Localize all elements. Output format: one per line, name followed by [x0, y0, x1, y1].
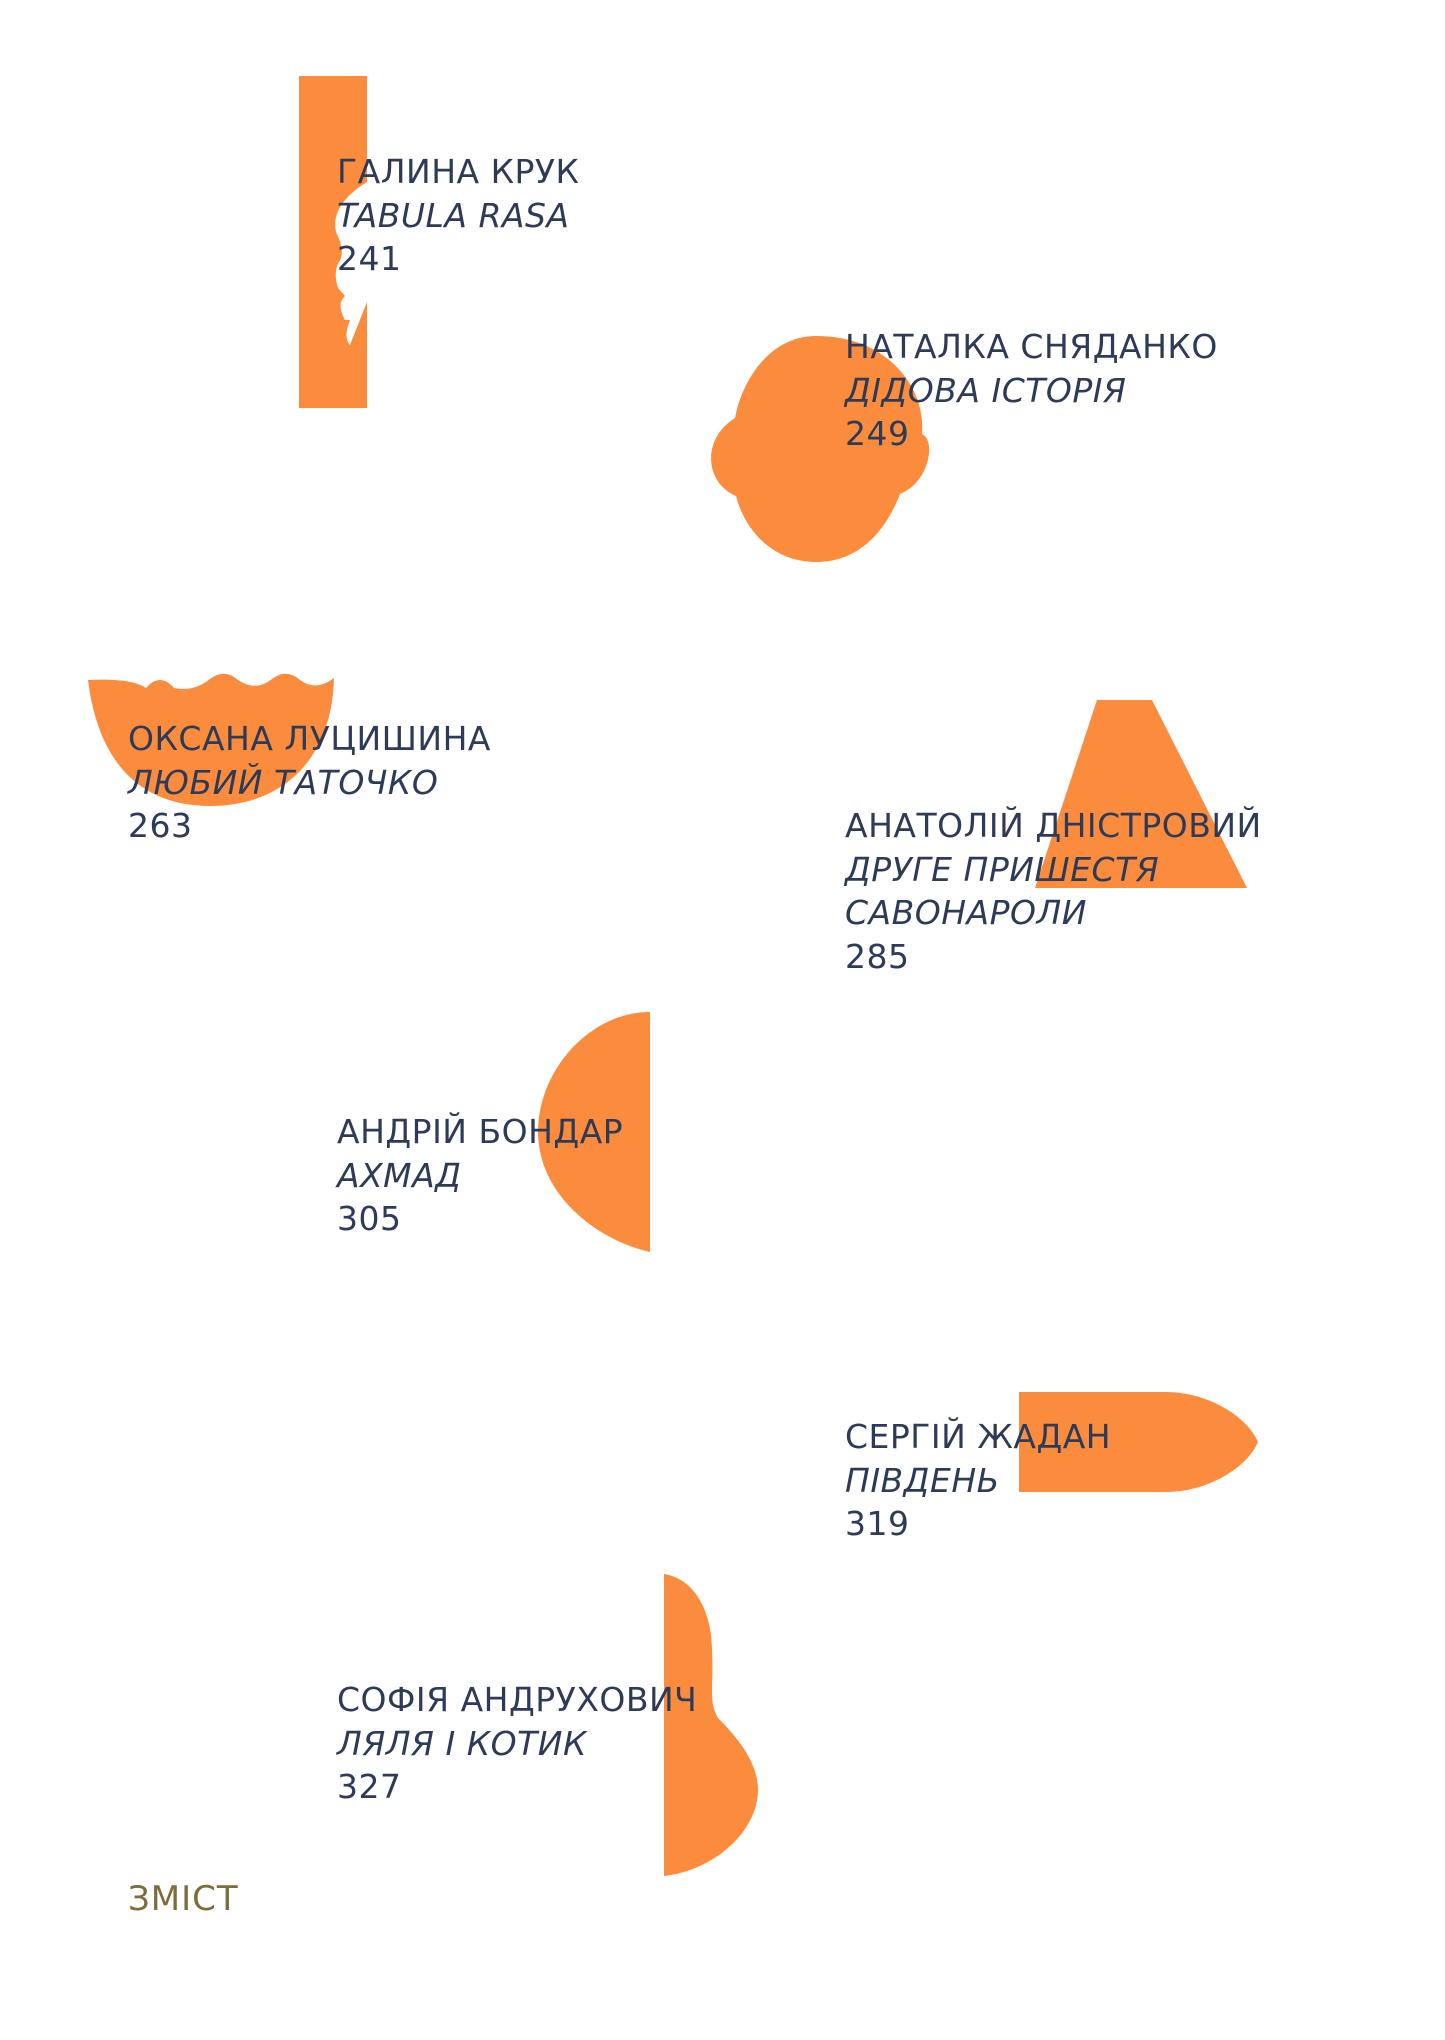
- work-title: ДІДОВА ІСТОРІЯ: [845, 370, 1127, 410]
- page-number: 305: [337, 1199, 402, 1238]
- author-name: АНАТОЛІЙ ДНІСТРОВИЙ: [845, 806, 1262, 845]
- work-title: ДРУГЕ ПРИШЕСТЯ САВОНАРОЛИ: [845, 849, 1160, 932]
- author-name: ГАЛИНА КРУК: [337, 152, 580, 191]
- work-title: ЛЯЛЯ І КОТИК: [337, 1723, 587, 1763]
- contents-label: ЗМІСТ: [128, 1879, 239, 1919]
- page-number: 327: [337, 1767, 402, 1806]
- toc-entry-kruk[interactable]: [337, 150, 579, 281]
- author-name: ОКСАНА ЛУЦИШИНА: [128, 719, 491, 758]
- page-number: 241: [337, 239, 402, 278]
- page-number: 285: [845, 936, 910, 976]
- page-number: 319: [845, 1504, 910, 1543]
- work-title: ЛЮБИЙ ТАТОЧКО: [128, 762, 439, 802]
- work-title: АХМАД: [337, 1155, 462, 1195]
- toc-entry-lutsyshyna[interactable]: [128, 717, 491, 848]
- toc-entry-andrukhovych[interactable]: [337, 1678, 697, 1809]
- work-title: TABULA RASA: [337, 195, 570, 235]
- toc-entry-dnistrovyi[interactable]: [845, 804, 1262, 978]
- work-title: ПІВДЕНЬ: [845, 1460, 1000, 1500]
- author-name: СЕРГІЙ ЖАДАН: [845, 1417, 1112, 1456]
- page-number: 249: [845, 414, 910, 453]
- toc-entry-bondar[interactable]: [337, 1110, 623, 1241]
- author-name: АНДРІЙ БОНДАР: [337, 1112, 624, 1151]
- author-name: СОФІЯ АНДРУХОВИЧ: [337, 1680, 698, 1719]
- toc-entry-sniadanko[interactable]: [845, 325, 1218, 456]
- page-number: 263: [128, 806, 193, 845]
- toc-entry-zhadan[interactable]: [845, 1415, 1111, 1546]
- author-name: НАТАЛКА СНЯДАНКО: [845, 327, 1218, 366]
